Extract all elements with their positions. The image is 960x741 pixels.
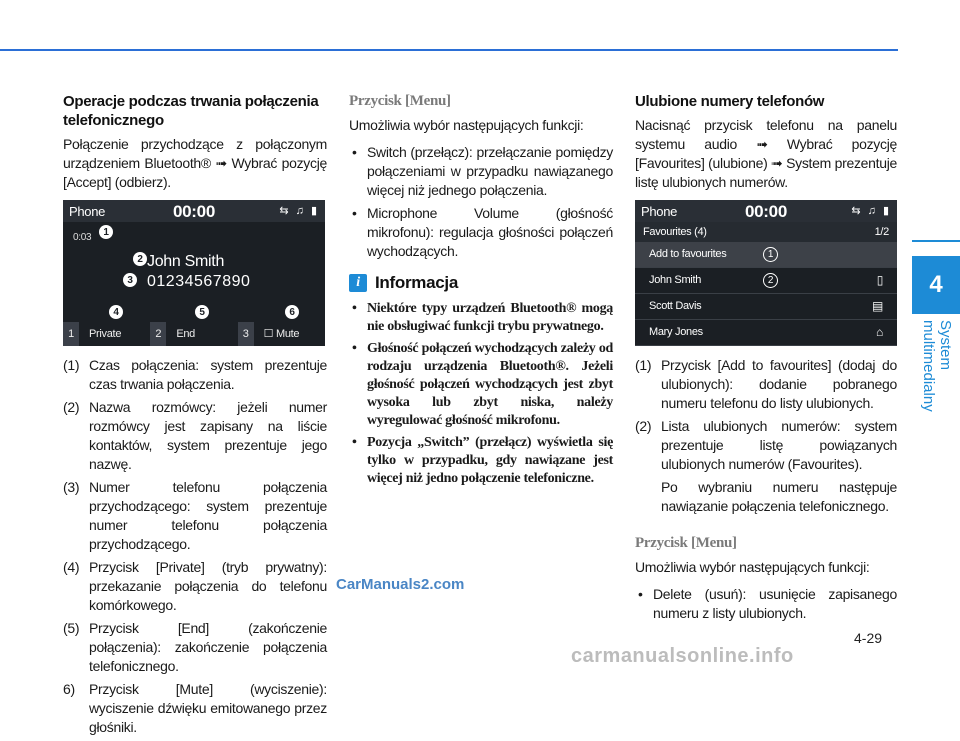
office-phone-icon: ▤ [871,299,883,313]
menu-functions-list [349,143,613,261]
item-number: 6) [63,681,75,697]
side-rule [912,240,960,242]
callout-badge-1: 1 [763,247,778,262]
favourites-title-bar [635,222,897,242]
home-icon: ⌂ [876,325,883,339]
callout-badge-2: 2 [133,252,147,266]
info-list [349,300,613,488]
caller-name: John Smith [147,253,225,270]
list-item: • Głośność połączeń wychodzących zależy od rodzaju urządzenia Bluetooth®. Jeżeli głośność połączeń wychodzących jest zbyt wysoka lub zbyt niska, należy wyregulować głośność mikrofonu. [349,340,613,430]
caller-number: 01234567890 [147,273,251,290]
list-item [635,417,897,474]
callout-badge-2: 2 [763,273,778,288]
item-text: Przycisk [Add to favourites] (dodaj do ulubionych): dodanie pobranego numeru telefonu do listy ulubionych. [661,357,897,411]
callout-badge-3: 3 [123,273,137,287]
item-number: (4) [63,559,80,575]
call-button-bar [63,322,325,346]
screen-clock: 00:00 [745,201,787,221]
menu-button-heading: Przycisk [Menu] [635,535,737,551]
in-call-screen [63,200,325,346]
mobile-phone-icon: ▯ [876,273,883,287]
item-number: (2) [63,399,80,415]
private-key-number: 1 [63,322,79,346]
call-operations-heading: Operacje podczas trwania połączenia telefonicznego [63,93,319,129]
menu-button-heading: Przycisk [Menu] [349,93,451,109]
private-label: Private [89,327,122,340]
favourites-list-title: Favourites (4) [643,225,707,238]
call-timer: 0:03 [73,232,92,243]
list-item [63,558,327,615]
list-item: • Niektóre typy urządzeń Bluetooth® mogą nie obsługiwać funkcji trybu prywatnego. [349,300,613,336]
screen-header [63,200,325,222]
section-title: System multimedialny [920,320,954,412]
favourites-legend [635,356,897,474]
item-text: Czas połączenia: system prezentuje czas trwania połączenia. [89,357,327,392]
column-2 [349,92,613,498]
status-icons: ⇆ ♫ ▮ [279,204,319,217]
end-key-number: 2 [150,322,166,346]
item-text: Nazwa rozmówcy: jeżeli numer rozmówcy jest zapisany na liście kontaktów, system prezentuje jego nazwę. [89,399,327,472]
row-label: Mary Jones [649,326,703,338]
row-label: John Smith [649,274,702,286]
item-text: Lista ulubionych numerów: system prezentuje listę powiązanych ulubionych numerów (Favourites). [661,418,897,472]
end-label: End [176,327,196,340]
screen-app-title: Phone [641,203,678,219]
menu-intro: Umożliwia wybór następujących funkcji: [635,559,870,575]
item-number: (1) [63,357,80,373]
list-item [63,356,327,394]
list-item: • Switch (przełącz): przełączanie pomiędzy połączeniami w przypadku nawiązanego więcej niż jednego połączenia. [349,143,613,200]
page-number: 4-29 [854,630,883,646]
screen-header [635,200,897,222]
call-screen-legend [63,356,327,737]
favourite-row-john-smith[interactable] [635,268,897,294]
list-item: • Pozycja „Switch” (przełącz) wyświetla się tylko w przypadku, gdy nawiązane jest więcej niż jedno połączenie telefoniczne. [349,434,613,488]
mute-label: ☐ Mute [263,327,300,340]
favourites-heading: Ulubione numery telefonów [635,93,825,110]
private-button[interactable] [63,322,150,346]
item-number: (5) [63,620,80,636]
callout-badge-1: 1 [99,225,113,239]
page-indicator: 1/2 [874,225,889,238]
list-item: • Microphone Volume (głośność mikrofonu): regulacja głośności połączeń wychodzących. [349,204,613,261]
mute-button[interactable] [238,322,325,346]
add-to-favourites-row[interactable] [635,242,897,268]
watermark-footer: carmanualsonline.info [571,645,794,667]
list-item [63,680,327,737]
item-number: (3) [63,479,80,495]
favourites-screen [635,200,897,346]
callout-badge-6: 6 [285,305,299,319]
item-text: Przycisk [Mute] (wyciszenie): wyciszenie dźwięku emitowanego przez głośniki. [89,681,327,735]
watermark-carmanuals2: CarManuals2.com [336,576,465,593]
info-icon: i [349,274,367,292]
section-number-tab: 4 [912,256,960,314]
item-number: (1) [635,357,652,373]
status-icons: ⇆ ♫ ▮ [851,204,891,217]
favourite-row-mary-jones[interactable] [635,320,897,346]
list-item [63,398,327,474]
top-rule [0,49,898,51]
menu-intro: Umożliwia wybór następujących funkcji: [349,117,584,133]
callout-badge-5: 5 [195,305,209,319]
mute-key-number: 3 [238,322,254,346]
row-label: Add to favourites [649,248,727,260]
info-header [349,273,613,292]
list-item [63,619,327,676]
item-text: Numer telefonu połączenia przychodzącego: system prezentuje numer telefonu połączenia przychodzącego. [89,479,327,552]
screen-app-title: Phone [69,203,106,219]
column-1 [63,92,327,741]
row-label: Scott Davis [649,300,702,312]
item-number: (2) [635,418,652,434]
favourites-sub-note: Po wybraniu numeru następuje nawiązanie połączenia telefonicznego. [661,479,897,514]
item-text: Przycisk [Private] (tryb prywatny): przekazanie połączenia do telefonu komórkowego. [89,559,327,613]
menu-functions-list [635,585,897,623]
incoming-call-intro: Połączenie przychodzące z połączonym urządzeniem Bluetooth® ➟ Wybrać pozycję [Accept] (odbierz). [63,136,327,190]
info-title: Informacja [375,273,458,292]
item-text: Przycisk [End] (zakończenie połączenia): zakończenie połączenia telefonicznego. [89,620,327,674]
list-item [635,356,897,413]
callout-badge-4: 4 [109,305,123,319]
end-button[interactable] [150,322,237,346]
favourites-intro: Nacisnąć przycisk telefonu na panelu systemu audio ➟ Wybrać pozycję [Favourites] (ulubione) ➟ System prezentuje listę ulubionych numerów. [635,117,897,190]
favourite-row-scott-davis[interactable] [635,294,897,320]
list-item: • Delete (usuń): usunięcie zapisanego numeru z listy ulubionych. [635,585,897,623]
column-3 [635,92,897,633]
list-item [63,478,327,554]
screen-clock: 00:00 [173,201,215,221]
